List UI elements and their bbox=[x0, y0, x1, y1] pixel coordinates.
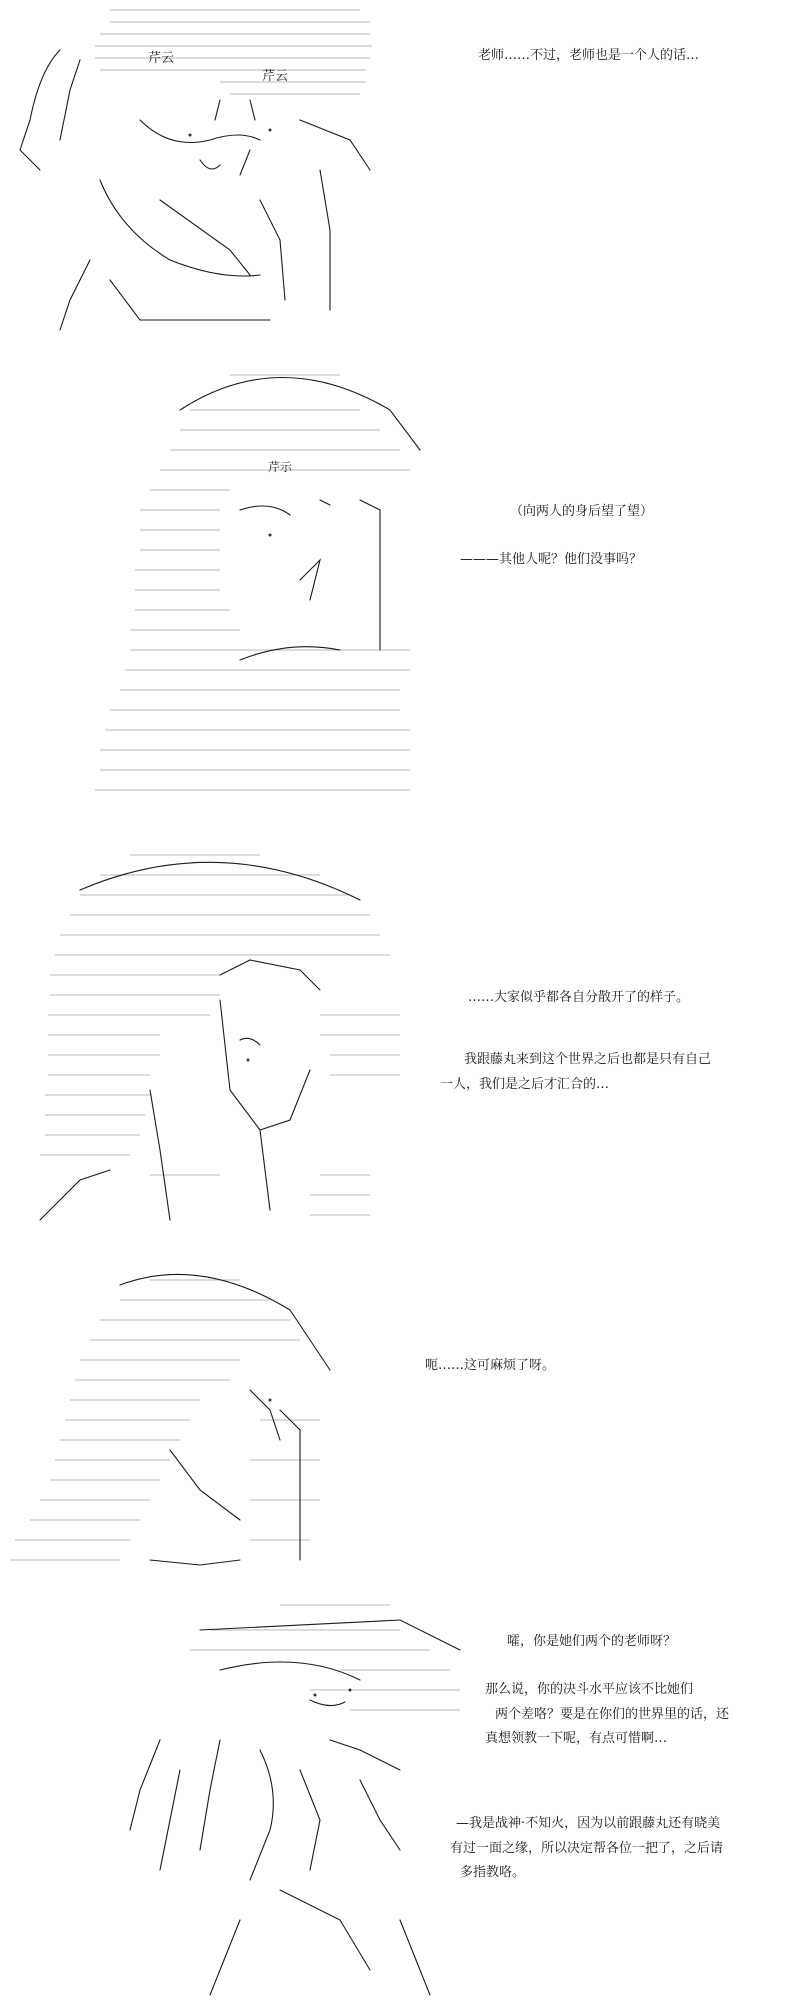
dialogue-box bbox=[425, 1354, 555, 1379]
dialogue-line: 老师……不过，老师也是一个人的话… bbox=[478, 48, 700, 63]
dialogue-line: 呃……这可麻烦了呀。 bbox=[425, 1358, 556, 1373]
dialogue-line: ……大家似乎都各自分散开了的样子。 bbox=[468, 990, 690, 1005]
dialogue-line: 真想领教一下呢，有点可惜啊… bbox=[485, 1731, 668, 1747]
dialogue-box bbox=[510, 500, 653, 525]
panel-4 bbox=[0, 1260, 800, 1580]
dialogue-line: 两个差咯？要是在你们的世界里的话，还 bbox=[495, 1706, 730, 1722]
ascii-art-figure-4 bbox=[0, 1260, 360, 1580]
dialogue-box bbox=[478, 44, 699, 69]
dialogue-box bbox=[468, 986, 689, 1011]
ascii-name-tag: 芹示 bbox=[268, 460, 293, 474]
dialogue-line: ———其他人呢？他们没事吗？ bbox=[460, 552, 643, 567]
panel-1 bbox=[0, 0, 800, 340]
dialogue-box bbox=[440, 1812, 723, 1886]
dialogue-line: 嚯，你是她们两个的老师呀？ bbox=[507, 1634, 677, 1649]
panel-5 bbox=[0, 1590, 800, 2000]
dialogue-box bbox=[455, 1678, 729, 1752]
dialogue-box bbox=[440, 1048, 711, 1097]
dialogue-line: 我跟藤丸来到这个世界之后也都是只有自己 bbox=[464, 1052, 712, 1067]
dialogue-line: （向两人的身后望了望） bbox=[510, 504, 654, 519]
dialogue-box bbox=[460, 548, 642, 573]
dialogue-line: 有过一面之缘，所以决定帮各位一把了，之后请 bbox=[450, 1840, 724, 1856]
panel-2 bbox=[0, 350, 800, 810]
ascii-art-figure-1 bbox=[0, 0, 420, 340]
dialogue-box bbox=[485, 1630, 676, 1655]
ascii-name-tag: 芹云 bbox=[262, 69, 289, 84]
panel-3 bbox=[0, 830, 800, 1240]
ascii-name-tag: 芹云 bbox=[148, 51, 175, 66]
ascii-art-figure-3 bbox=[20, 830, 440, 1240]
dialogue-line: 那么说，你的决斗水平应该不比她们 bbox=[485, 1682, 694, 1697]
ascii-art-figure-2 bbox=[80, 350, 520, 810]
dialogue-line: —我是战神·不知火，因为以前跟藤丸还有晓美 bbox=[456, 1816, 721, 1831]
dialogue-line: 一人，我们是之后才汇合的… bbox=[440, 1076, 610, 1092]
dialogue-line: 多指教咯。 bbox=[460, 1865, 526, 1881]
